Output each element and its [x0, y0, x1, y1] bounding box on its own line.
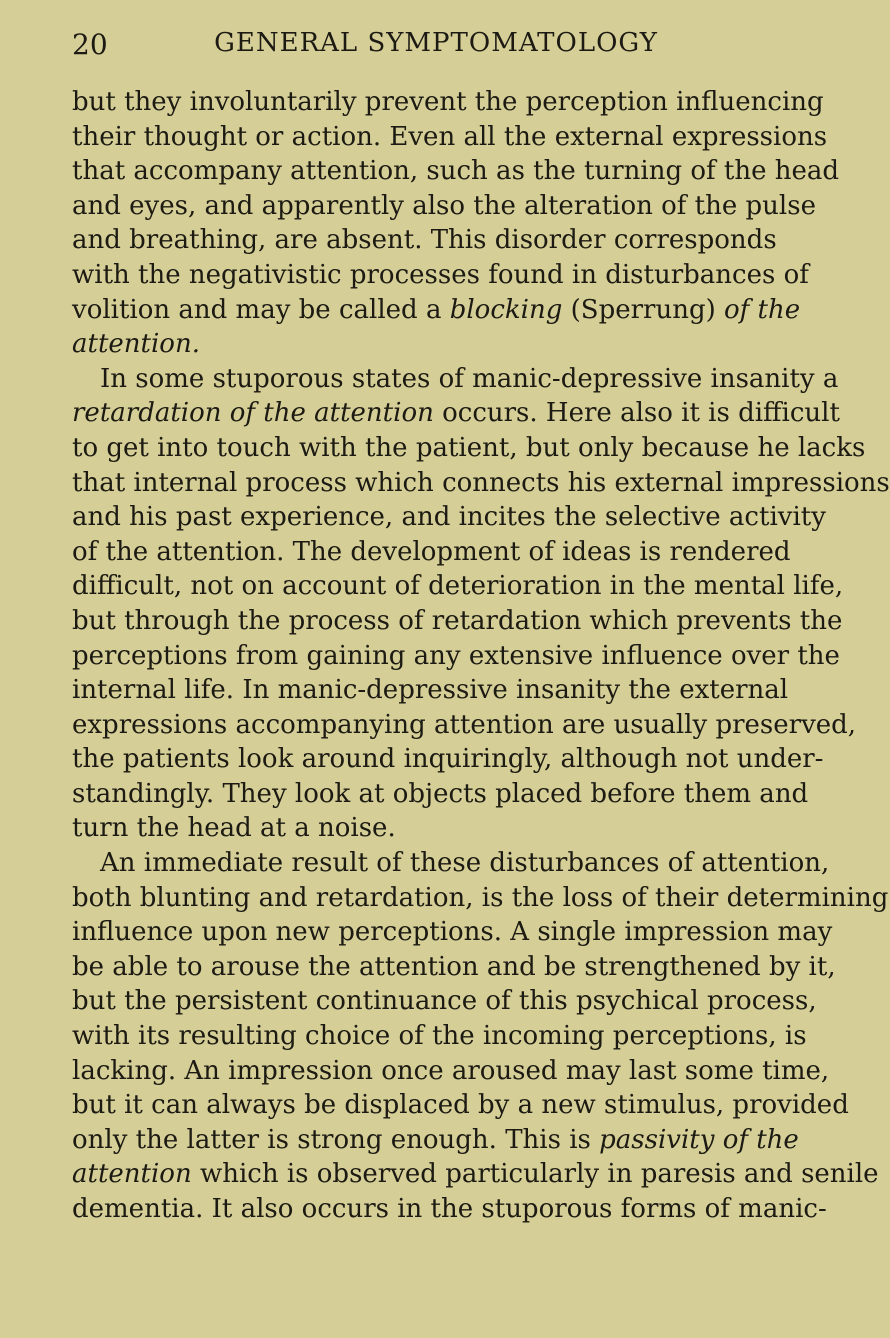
- text-line: [72, 1123, 799, 1158]
- running-head: GENERAL SYMPTOMATOLOGY: [214, 28, 658, 58]
- text-line: [72, 1054, 830, 1089]
- text-run: occurs. Here also it is difficult: [433, 398, 840, 429]
- text-line: [72, 881, 889, 916]
- text-run: but it can always be displaced by a new stimulus, provided: [72, 1090, 849, 1121]
- text-run: be able to arouse the attention and be strengthened by it,: [72, 951, 836, 982]
- italic-text: retardation of the attention: [72, 398, 434, 429]
- text-run: (Sperrung): [562, 294, 725, 325]
- text-line: [72, 258, 809, 293]
- text-line: [72, 85, 824, 120]
- text-line: [72, 189, 816, 224]
- text-run: dementia. It also occurs in the stuporous forms of manic-: [72, 1194, 827, 1224]
- text-line: [72, 604, 843, 639]
- text-run: both blunting and retardation, is the loss of their determining: [72, 882, 889, 913]
- italic-text: passivity of the: [599, 1124, 799, 1155]
- text-run: expressions accompanying attention are usually preserved,: [72, 709, 857, 740]
- text-run: only the latter is strong enough. This is: [72, 1124, 600, 1155]
- text-run: internal life. In manic-depressive insanity the external: [72, 675, 789, 706]
- text-run: lacking. An impression once aroused may last some time,: [72, 1055, 830, 1086]
- text-run: and his past experience, and incites the selective activity: [72, 502, 826, 533]
- text-run: that accompany attention, such as the turning of the head: [72, 156, 840, 187]
- text-run: standingly. They look at objects placed before them and: [72, 778, 809, 809]
- text-line: [72, 777, 809, 812]
- text-line: [72, 811, 762, 846]
- text-line: [72, 846, 830, 881]
- text-line: [72, 1088, 849, 1123]
- text-line: [72, 1192, 827, 1227]
- page-number: 20: [72, 28, 108, 61]
- text-run: but the persistent continuance of this psychical process,: [72, 986, 817, 1017]
- text-line: [72, 327, 762, 362]
- text-line: [72, 293, 801, 328]
- text-run: the patients look around inquiringly, although not under-: [72, 744, 824, 775]
- text-run: to get into touch with the patient, but only because he lacks: [72, 432, 866, 463]
- text-line: [72, 154, 840, 189]
- text-run: turn the head at a noise.: [72, 813, 396, 844]
- text-line: [72, 120, 828, 155]
- page-header: [72, 28, 760, 68]
- text-line: [72, 569, 844, 604]
- text-line: [72, 466, 890, 501]
- text-run: of the attention. The development of ideas is rendered: [72, 536, 791, 567]
- text-run: which is observed particularly in paresis and senile: [191, 1159, 879, 1190]
- italic-text: attention.: [72, 329, 200, 360]
- text-line: [72, 1019, 807, 1054]
- body-text: [72, 85, 890, 1227]
- text-run: their thought or action. Even all the external expressions: [72, 121, 828, 152]
- text-run: influence upon new perceptions. A single impression may: [72, 917, 833, 948]
- text-line: [72, 396, 840, 431]
- text-line: [72, 362, 839, 397]
- text-run: In some stuporous states of manic-depressive insanity a: [100, 363, 839, 394]
- text-line: [72, 500, 826, 535]
- text-line: [72, 708, 857, 743]
- italic-text: of the: [724, 294, 801, 325]
- text-line: [72, 535, 791, 570]
- text-run: with the negativistic processes found in disturbances of: [72, 259, 809, 290]
- text-run: but they involuntarily prevent the perception influencing: [72, 87, 824, 117]
- text-run: but through the process of retardation which prevents the: [72, 605, 843, 636]
- text-run: that internal process which connects his external impressions: [72, 467, 890, 498]
- text-line: [72, 223, 777, 258]
- text-line: [72, 1157, 879, 1192]
- text-line: [72, 431, 866, 466]
- text-run: difficult, not on account of deterioration in the mental life,: [72, 571, 844, 602]
- text-line: [72, 742, 824, 777]
- text-run: and breathing, are absent. This disorder corresponds: [72, 225, 777, 256]
- text-run: perceptions from gaining any extensive influence over the: [72, 640, 840, 671]
- text-run: volition and may be called a: [72, 294, 450, 325]
- italic-text: attention: [72, 1159, 192, 1190]
- text-run: An immediate result of these disturbances of attention,: [100, 848, 830, 879]
- text-line: [72, 639, 840, 674]
- text-line: [72, 984, 817, 1019]
- text-run: with its resulting choice of the incoming perceptions, is: [72, 1021, 807, 1052]
- italic-text: blocking: [449, 294, 563, 325]
- text-line: [72, 915, 833, 950]
- text-line: [72, 673, 789, 708]
- text-run: and eyes, and apparently also the alteration of the pulse: [72, 190, 816, 221]
- text-line: [72, 950, 836, 985]
